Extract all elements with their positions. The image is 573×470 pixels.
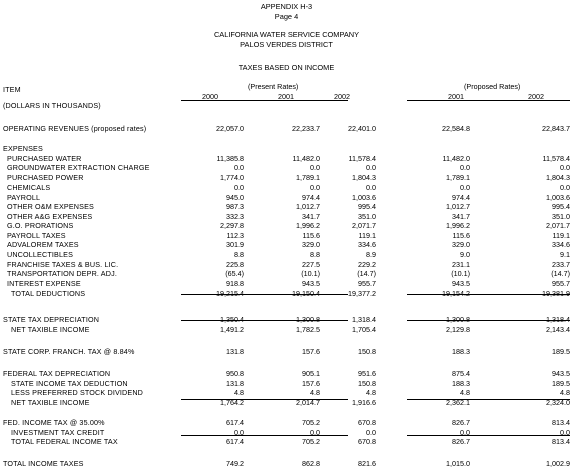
value-cell-proposed-2002: 9.1 bbox=[560, 250, 570, 259]
row-label: OTHER O&M EXPENSES bbox=[7, 202, 94, 211]
row-label: FRANCHISE TAXES & BUS. LIC. bbox=[7, 260, 119, 269]
value-cell-present-2000: 131.8 bbox=[226, 347, 244, 356]
state-depr-rule-proposed bbox=[407, 320, 570, 321]
value-cell-present-2001: 19,150.4 bbox=[292, 289, 320, 298]
value-cell-present-2002: 150.8 bbox=[358, 379, 376, 388]
value-cell-present-2000: 950.8 bbox=[226, 369, 244, 378]
row-label: OTHER A&G EXPENSES bbox=[7, 212, 93, 221]
value-cell-proposed-2001: 231.1 bbox=[452, 260, 470, 269]
value-cell-proposed-2002: 1,804.3 bbox=[546, 173, 570, 182]
value-cell-present-2001: 4.8 bbox=[310, 388, 320, 397]
fed-total-rule-present bbox=[181, 435, 348, 436]
value-cell-present-2001: 705.2 bbox=[302, 437, 320, 446]
value-cell-present-2002: 4.8 bbox=[366, 388, 376, 397]
value-cell-present-2000: 131.8 bbox=[226, 379, 244, 388]
value-cell-present-2002: 2,071.7 bbox=[352, 221, 376, 230]
value-cell-proposed-2002: 11,578.4 bbox=[542, 154, 570, 163]
value-cell-present-2002: 334.6 bbox=[358, 240, 376, 249]
row-label: EXPENSES bbox=[3, 144, 43, 153]
value-cell-present-2001: 0.0 bbox=[310, 163, 320, 172]
value-cell-present-2000: 1,350.4 bbox=[220, 315, 244, 324]
value-cell-proposed-2002: 4.8 bbox=[560, 388, 570, 397]
value-cell-proposed-2002: 813.4 bbox=[552, 437, 570, 446]
value-cell-proposed-2001: 11,482.0 bbox=[442, 154, 470, 163]
value-cell-proposed-2002: 22,843.7 bbox=[542, 124, 570, 133]
present-rates-group-header: (Present Rates) bbox=[248, 82, 299, 91]
row-label: GROUNDWATER EXTRACTION CHARGE bbox=[7, 163, 150, 172]
value-cell-present-2000: 112.3 bbox=[226, 231, 244, 240]
value-cell-proposed-2002: 119.1 bbox=[552, 231, 570, 240]
row-label: FED. INCOME TAX @ 35.00% bbox=[3, 418, 105, 427]
value-cell-present-2000: 0.0 bbox=[234, 428, 244, 437]
value-cell-present-2002: 1,916.6 bbox=[352, 398, 376, 407]
value-cell-proposed-2001: 826.7 bbox=[452, 418, 470, 427]
total-deductions-rule-present bbox=[181, 294, 348, 295]
value-cell-present-2002: 1,804.3 bbox=[352, 173, 376, 182]
state-depr-rule-present bbox=[181, 320, 348, 321]
row-label: LESS PREFERRED STOCK DIVIDEND bbox=[11, 388, 144, 397]
value-cell-proposed-2001: 22,584.8 bbox=[442, 124, 470, 133]
value-cell-present-2000: 301.9 bbox=[226, 240, 244, 249]
row-label: CHEMICALS bbox=[7, 183, 51, 192]
value-cell-proposed-2002: 813.4 bbox=[552, 418, 570, 427]
value-cell-present-2001: 341.7 bbox=[302, 212, 320, 221]
value-cell-proposed-2001: 2,129.8 bbox=[446, 325, 470, 334]
value-cell-present-2001: 157.6 bbox=[302, 347, 320, 356]
value-cell-present-2002: 1,705.4 bbox=[352, 325, 376, 334]
value-cell-proposed-2002: 0.0 bbox=[560, 428, 570, 437]
value-cell-present-2001: 329.0 bbox=[302, 240, 320, 249]
value-cell-present-2001: 905.1 bbox=[302, 369, 320, 378]
row-label: G.O. PRORATIONS bbox=[7, 221, 74, 230]
value-cell-proposed-2001: 943.5 bbox=[452, 279, 470, 288]
row-label: PURCHASED WATER bbox=[7, 154, 82, 163]
fed-net-income-rule-present bbox=[181, 399, 348, 400]
value-cell-proposed-2002: 943.5 bbox=[552, 369, 570, 378]
value-cell-present-2001: 22,233.7 bbox=[292, 124, 320, 133]
year-header-proposed-2001: 2001 bbox=[448, 92, 464, 101]
value-cell-proposed-2002: 19,381.9 bbox=[542, 289, 570, 298]
value-cell-present-2002: 150.8 bbox=[358, 347, 376, 356]
year-header-present-2002: 2002 bbox=[334, 92, 350, 101]
row-label: INTEREST EXPENSE bbox=[7, 279, 81, 288]
row-label: INVESTMENT TAX CREDIT bbox=[11, 428, 105, 437]
row-label: TOTAL INCOME TAXES bbox=[3, 459, 84, 468]
value-cell-present-2000: 617.4 bbox=[226, 418, 244, 427]
value-cell-proposed-2001: 1,300.8 bbox=[446, 315, 470, 324]
value-cell-present-2002: 821.6 bbox=[358, 459, 376, 468]
row-label: TOTAL FEDERAL INCOME TAX bbox=[11, 437, 118, 446]
value-cell-present-2001: 705.2 bbox=[302, 418, 320, 427]
value-cell-present-2002: 1,318.4 bbox=[352, 315, 376, 324]
value-cell-proposed-2001: 0.0 bbox=[460, 163, 470, 172]
value-cell-proposed-2002: 1,318.4 bbox=[546, 315, 570, 324]
year-header-proposed-2002: 2002 bbox=[528, 92, 544, 101]
value-cell-proposed-2002: 189.5 bbox=[552, 347, 570, 356]
value-cell-proposed-2002: 351.0 bbox=[552, 212, 570, 221]
row-label: UNCOLLECTIBLES bbox=[7, 250, 74, 259]
value-cell-present-2001: 8.8 bbox=[310, 250, 320, 259]
value-cell-present-2002: 8.9 bbox=[366, 250, 376, 259]
row-label: STATE TAX DEPRECIATION bbox=[3, 315, 100, 324]
value-cell-present-2001: 943.5 bbox=[302, 279, 320, 288]
value-cell-present-2001: 157.6 bbox=[302, 379, 320, 388]
value-cell-present-2002: 19,377.2 bbox=[348, 289, 376, 298]
company-name: CALIFORNIA WATER SERVICE COMPANY bbox=[213, 30, 360, 39]
value-cell-present-2000: 945.0 bbox=[226, 193, 244, 202]
value-cell-present-2000: 1,774.0 bbox=[220, 173, 244, 182]
value-cell-present-2001: 2,014.7 bbox=[296, 398, 320, 407]
value-cell-proposed-2001: 115.6 bbox=[452, 231, 470, 240]
proposed-rates-header-rule bbox=[407, 100, 570, 101]
value-cell-proposed-2002: 2,143.4 bbox=[546, 325, 570, 334]
value-cell-proposed-2001: 329.0 bbox=[452, 240, 470, 249]
row-label: PURCHASED POWER bbox=[7, 173, 84, 182]
value-cell-proposed-2002: 955.7 bbox=[552, 279, 570, 288]
page-number: Page 4 bbox=[274, 12, 299, 21]
value-cell-present-2000: 11,385.8 bbox=[216, 154, 244, 163]
value-cell-proposed-2002: 1,003.6 bbox=[546, 193, 570, 202]
value-cell-present-2000: 22,057.0 bbox=[216, 124, 244, 133]
value-cell-present-2001: 11,482.0 bbox=[292, 154, 320, 163]
value-cell-proposed-2001: 1,996.2 bbox=[446, 221, 470, 230]
value-cell-present-2000: 332.3 bbox=[226, 212, 244, 221]
value-cell-present-2001: (10.1) bbox=[301, 269, 320, 278]
value-cell-proposed-2001: 1,015.0 bbox=[446, 459, 470, 468]
value-cell-proposed-2001: 0.0 bbox=[460, 183, 470, 192]
row-label: FEDERAL TAX DEPRECIATION bbox=[3, 369, 111, 378]
value-cell-present-2000: 0.0 bbox=[234, 183, 244, 192]
value-cell-proposed-2002: 0.0 bbox=[560, 183, 570, 192]
value-cell-proposed-2001: 19,154.2 bbox=[442, 289, 470, 298]
value-cell-present-2000: 749.2 bbox=[226, 459, 244, 468]
row-label: PAYROLL TAXES bbox=[7, 231, 66, 240]
value-cell-proposed-2002: 334.6 bbox=[552, 240, 570, 249]
value-cell-proposed-2001: 1,789.1 bbox=[446, 173, 470, 182]
value-cell-present-2000: 1,764.2 bbox=[220, 398, 244, 407]
value-cell-proposed-2002: 233.7 bbox=[552, 260, 570, 269]
value-cell-present-2000: 987.3 bbox=[226, 202, 244, 211]
value-cell-present-2000: 19,215.4 bbox=[216, 289, 244, 298]
value-cell-present-2002: 22,401.0 bbox=[348, 124, 376, 133]
value-cell-present-2001: 1,996.2 bbox=[296, 221, 320, 230]
value-cell-proposed-2001: (10.1) bbox=[451, 269, 470, 278]
value-cell-present-2002: (14.7) bbox=[357, 269, 376, 278]
value-cell-proposed-2002: 189.5 bbox=[552, 379, 570, 388]
value-cell-present-2002: 229.2 bbox=[358, 260, 376, 269]
value-cell-present-2000: 918.8 bbox=[226, 279, 244, 288]
value-cell-present-2002: 670.8 bbox=[358, 418, 376, 427]
value-cell-present-2000: 4.8 bbox=[234, 388, 244, 397]
value-cell-present-2001: 115.6 bbox=[302, 231, 320, 240]
proposed-rates-group-header: (Proposed Rates) bbox=[464, 82, 521, 91]
year-header-present-2001: 2001 bbox=[278, 92, 294, 101]
value-cell-proposed-2001: 974.4 bbox=[452, 193, 470, 202]
row-label: TRANSPORTATION DEPR. ADJ. bbox=[7, 269, 117, 278]
value-cell-present-2001: 0.0 bbox=[310, 428, 320, 437]
value-cell-present-2000: 0.0 bbox=[234, 163, 244, 172]
value-cell-proposed-2001: 4.8 bbox=[460, 388, 470, 397]
value-cell-proposed-2001: 875.4 bbox=[452, 369, 470, 378]
value-cell-present-2002: 351.0 bbox=[358, 212, 376, 221]
value-cell-present-2001: 974.4 bbox=[302, 193, 320, 202]
value-cell-proposed-2001: 0.0 bbox=[460, 428, 470, 437]
row-label: PAYROLL bbox=[7, 193, 41, 202]
value-cell-present-2000: (65.4) bbox=[225, 269, 244, 278]
value-cell-proposed-2001: 341.7 bbox=[452, 212, 470, 221]
value-cell-present-2002: 0.0 bbox=[366, 428, 376, 437]
value-cell-proposed-2002: 995.4 bbox=[552, 202, 570, 211]
value-cell-present-2002: 1,003.6 bbox=[352, 193, 376, 202]
year-header-present-2000: 2000 bbox=[202, 92, 218, 101]
value-cell-proposed-2001: 188.3 bbox=[452, 347, 470, 356]
value-cell-present-2000: 225.8 bbox=[226, 260, 244, 269]
value-cell-proposed-2002: 2,071.7 bbox=[546, 221, 570, 230]
present-rates-header-rule bbox=[181, 100, 348, 101]
value-cell-present-2000: 2,297.8 bbox=[220, 221, 244, 230]
item-column-header: ITEM bbox=[3, 85, 21, 94]
row-label: NET TAXIBLE INCOME bbox=[11, 325, 90, 334]
value-cell-proposed-2002: (14.7) bbox=[551, 269, 570, 278]
report-title: TAXES BASED ON INCOME bbox=[238, 63, 335, 72]
fed-total-rule-proposed bbox=[407, 435, 570, 436]
value-cell-present-2001: 862.8 bbox=[302, 459, 320, 468]
total-deductions-rule-proposed bbox=[407, 294, 570, 295]
value-cell-present-2002: 951.6 bbox=[358, 369, 376, 378]
value-cell-proposed-2001: 826.7 bbox=[452, 437, 470, 446]
value-cell-present-2001: 1,012.7 bbox=[296, 202, 320, 211]
value-cell-present-2001: 227.5 bbox=[302, 260, 320, 269]
value-cell-present-2001: 1,782.5 bbox=[296, 325, 320, 334]
appendix-label: APPENDIX H-3 bbox=[260, 2, 313, 11]
value-cell-proposed-2001: 9.0 bbox=[460, 250, 470, 259]
row-label: ADVALOREM TAXES bbox=[7, 240, 79, 249]
value-cell-present-2002: 0.0 bbox=[366, 163, 376, 172]
value-cell-present-2002: 11,578.4 bbox=[348, 154, 376, 163]
value-cell-present-2002: 955.7 bbox=[358, 279, 376, 288]
value-cell-proposed-2001: 188.3 bbox=[452, 379, 470, 388]
value-cell-present-2001: 0.0 bbox=[310, 183, 320, 192]
value-cell-proposed-2001: 1,012.7 bbox=[446, 202, 470, 211]
value-cell-present-2000: 8.8 bbox=[234, 250, 244, 259]
row-label: STATE INCOME TAX DEDUCTION bbox=[11, 379, 128, 388]
row-label: NET TAXIBLE INCOME bbox=[11, 398, 90, 407]
value-cell-present-2000: 1,491.2 bbox=[220, 325, 244, 334]
district-name: PALOS VERDES DISTRICT bbox=[240, 40, 333, 49]
value-cell-proposed-2002: 2,324.0 bbox=[546, 398, 570, 407]
value-cell-present-2002: 119.1 bbox=[358, 231, 376, 240]
value-cell-proposed-2001: 2,362.1 bbox=[446, 398, 470, 407]
value-cell-present-2002: 995.4 bbox=[358, 202, 376, 211]
units-note: (DOLLARS IN THOUSANDS) bbox=[3, 101, 101, 110]
row-label: TOTAL DEDUCTIONS bbox=[11, 289, 86, 298]
row-label: OPERATING REVENUES (proposed rates) bbox=[3, 124, 147, 133]
value-cell-present-2000: 617.4 bbox=[226, 437, 244, 446]
value-cell-present-2001: 1,300.8 bbox=[296, 315, 320, 324]
value-cell-present-2002: 670.8 bbox=[358, 437, 376, 446]
fed-net-income-rule-proposed bbox=[407, 399, 570, 400]
value-cell-present-2002: 0.0 bbox=[366, 183, 376, 192]
value-cell-proposed-2002: 0.0 bbox=[560, 163, 570, 172]
value-cell-present-2001: 1,789.1 bbox=[296, 173, 320, 182]
row-label: STATE CORP. FRANCH. TAX @ 8.84% bbox=[3, 347, 135, 356]
value-cell-proposed-2002: 1,002.9 bbox=[546, 459, 570, 468]
